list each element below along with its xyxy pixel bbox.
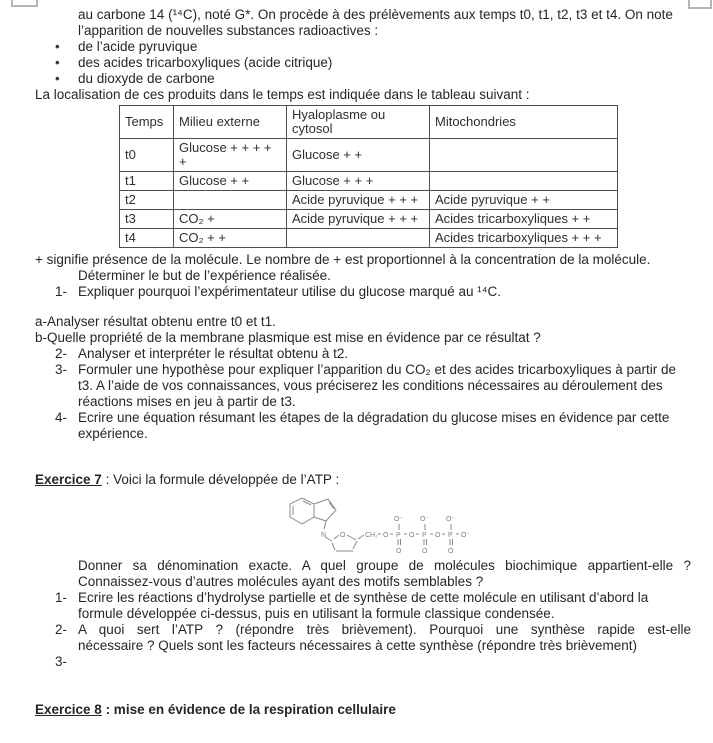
item-number: 2- [55,622,68,637]
atom-label-o-minus: O⁻ [446,516,456,523]
cell-mitochondries: Acide pyruvique + + [430,191,618,210]
question-b: b-Quelle propriété de la membrane plasmique est mise en évidence par ce résultat ? [35,330,541,345]
exercice7-paragraph-line-2: Connaissez-vous d’autres molécules ayant des motifs semblables ? [78,574,484,589]
table-caption: La localisation de ces produits dans le temps est indiquée dans le tableau suivant : [35,87,530,102]
exercice7-paragraph-line-1: Donner sa dénomination exacte. A quel groupe de molécules biochimique appartient-elle ? [78,558,691,573]
cell-mitochondries: Acides tricarboxyliques + + [430,210,618,229]
atom-label-o-minus: O⁻ [394,516,404,523]
atom-label-o: O [409,532,415,539]
cell-hyaloplasme: Glucose + + + [287,172,430,191]
atom-label-o-minus: O⁻ [461,532,471,539]
exercice7-item-1 [35,590,691,622]
cell-temps: t1 [120,172,174,191]
atom-label-o: O [396,548,402,555]
item-text-line-2: nécessaire ? Quels sont les facteurs nécessaires à cette synthèse (répondre très brièvement) [78,638,638,653]
column-header-temps: Temps [120,106,174,139]
bullet-item [55,71,691,87]
atom-label-o: O [435,532,441,539]
item-text: Analyser et interpréter le résultat obtenu à t2. [78,346,349,361]
cell-temps: t4 [120,229,174,248]
cell-temps: t2 [120,191,174,210]
exercice7-item-2 [35,622,691,654]
page-corner-mark-right [688,0,712,9]
item-text: Ecrire une équation résumant les étapes de la dégradation du glucose mises en évidence par cette expérience. [78,410,670,441]
exercice7-title: Exercice 7 [35,472,102,487]
item-text-line-1: A quoi sert l’ATP ? (répondre très brièvement). Pourquoi une synthèse rapide est-elle [78,622,691,637]
task-item-2 [35,346,691,362]
cell-milieu: CO₂ + [174,210,287,229]
question-a: a-Analyser résultat obtenu entre t0 et t1. [35,314,276,329]
table-legend: + signifie présence de la molécule. Le nombre de + est proportionnel à la concentration de la molécule. [35,252,651,267]
exercice7-item-3 [35,654,691,670]
task-item-1 [35,284,691,300]
item-number: 3- [55,362,68,377]
bullet-label: de l’acide pyruvique [78,39,198,54]
cell-milieu: CO₂ + + [174,229,287,248]
table-row [120,229,618,248]
exercice8-heading [35,702,691,718]
atom-label-o-minus: O⁻ [420,516,430,523]
cell-milieu: Glucose + + [174,172,287,191]
task-item-3 [35,362,691,410]
atom-label-o: O [448,548,454,555]
task-determine: Déterminer le but de l’expérience réalisée. [78,268,331,283]
item-text: Expliquer pourquoi l’expérimentateur utilise du glucose marqué au ¹⁴C. [78,284,502,299]
column-header-milieu-externe: Milieu externe [174,106,287,139]
localization-table [119,105,618,248]
table-row [120,191,618,210]
task-item-4 [35,410,691,442]
cell-milieu: Glucose + + + + + [174,139,287,172]
cell-mitochondries [430,172,618,191]
bullet-dot-icon: • [55,55,60,70]
cell-hyaloplasme: Acide pyruvique + + + [287,191,430,210]
exercice8-title: Exercice 8 [35,702,102,717]
cell-temps: t0 [120,139,174,172]
bullet-dot-icon: • [55,39,60,54]
cell-hyaloplasme [287,229,430,248]
atp-structure-diagram [280,490,475,558]
item-number: 3- [55,654,68,669]
bullet-label: du dioxyde de carbone [78,71,215,86]
atom-label-p: P [448,532,453,539]
cell-mitochondries: Acides tricarboxyliques + + + [430,229,618,248]
exercice7-heading [35,472,691,488]
atom-label-o: O [422,548,428,555]
bullet-item [55,55,691,71]
atom-label-p: P [396,532,401,539]
item-text: Ecrire les réactions d’hydrolyse partielle et de synthèse de cette molécule en utilisant d’abord la formule développée ci-dessus, puis en utilisant la formule classique condensée. [78,590,649,621]
atom-label-o: O [383,532,389,539]
column-header-hyaloplasme: Hyaloplasme ou cytosol [287,106,430,139]
cell-milieu [174,191,287,210]
page-corner-mark-left [11,0,38,7]
atom-label-n: N [321,532,327,539]
table-header-row [120,106,618,139]
table-row [120,172,618,191]
cell-hyaloplasme: Acide pyruvique + + + [287,210,430,229]
table-row [120,210,618,229]
item-text [78,622,691,654]
table-row [120,139,618,172]
item-number: 1- [55,590,68,605]
bullet-item [55,39,691,55]
cell-hyaloplasme: Glucose + + [287,139,430,172]
bullet-label: des acides tricarboxyliques (acide citrique) [78,55,333,70]
intro-line-1: au carbone 14 (¹⁴C), noté G*. On procède à des prélèvements aux temps t0, t1, t2, t3 et t4. On note [78,7,673,22]
column-header-mitochondries: Mitochondries [430,106,618,139]
item-number: 4- [55,410,68,425]
item-number: 1- [55,284,68,299]
bullet-dot-icon: • [55,71,60,86]
intro-line-2: l’apparition de nouvelles substances radioactives : [78,23,379,38]
cell-mitochondries [430,139,618,172]
atom-label-ch2: CH₂ [365,532,378,539]
item-text [78,654,691,670]
atom-label-p: P [422,532,427,539]
item-number: 2- [55,346,68,361]
item-text: Formuler une hypothèse pour expliquer l’apparition du CO₂ et des acides tricarboxyliques à partir de t3. A l’aide de vos connaissances, vous préciserez les conditions nécessaires au déroulement des réactions mises en jeu à partir de t3. [78,362,677,409]
exercice7-title-rest: : Voici la formule développée de l’ATP : [101,472,340,487]
exercice8-title-rest: : mise en évidence de la respiration cellulaire [101,702,396,717]
cell-temps: t3 [120,210,174,229]
atom-label-o-ribose: O [340,532,346,539]
